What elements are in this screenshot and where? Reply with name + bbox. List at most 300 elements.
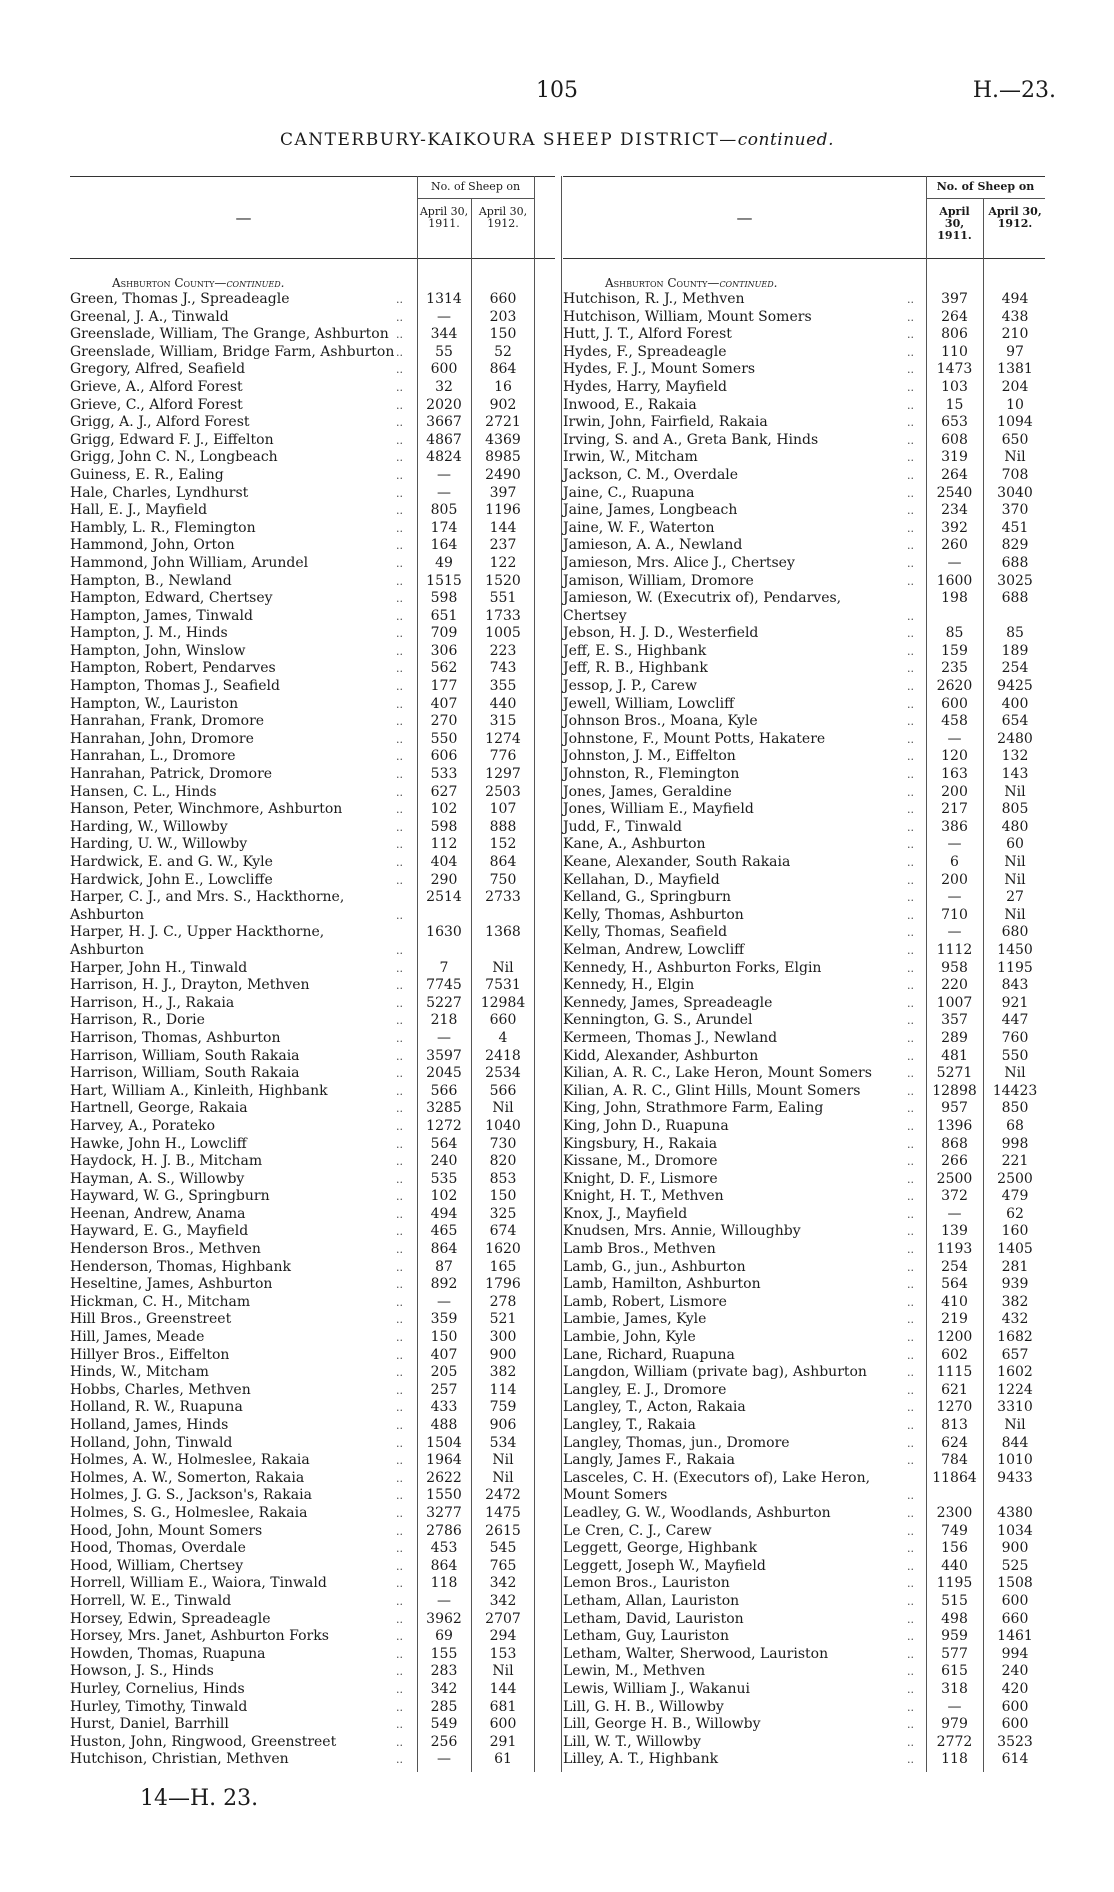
- holder-name: Johnstone, F., Mount Potts, Hakatere: [563, 730, 826, 747]
- sheep-1912-value: 750: [489, 871, 517, 888]
- holder-name: Hutchison, R. J., Methven: [563, 291, 745, 307]
- table-row: [70, 1083, 555, 1101]
- sheep-1912-value: 900: [489, 1346, 517, 1363]
- leader-dots: ..: [396, 1471, 403, 1485]
- leader-dots: ..: [396, 1436, 403, 1450]
- header-dash: —: [736, 208, 753, 227]
- sheep-1912-value: 906: [489, 1417, 517, 1433]
- table-row: [70, 1329, 555, 1347]
- sheep-1911-value: 498: [941, 1610, 968, 1627]
- sheep-1911-value: 1195: [936, 1575, 973, 1592]
- leader-dots: ..: [396, 1207, 403, 1221]
- holder-name: Hydes, F. J., Mount Somers: [563, 361, 756, 378]
- holder-name: Hydes, F., Spreadeagle: [563, 343, 727, 360]
- leader-dots: ..: [907, 1559, 914, 1573]
- leader-dots: ..: [396, 803, 403, 817]
- sheep-1912-value: 7531: [485, 977, 521, 994]
- header-1911: April 30, 1911.: [419, 205, 469, 230]
- sheep-1911-value: 118: [430, 1575, 458, 1592]
- sheep-1912-value: 864: [489, 361, 517, 378]
- table-row: [70, 819, 555, 837]
- sheep-1912-value: 107: [489, 801, 517, 818]
- sheep-1911-value: 289: [941, 1029, 968, 1046]
- sheep-1911-value: 1473: [936, 361, 973, 378]
- sheep-1911-value: 3597: [426, 1047, 462, 1064]
- table-row: [70, 995, 555, 1013]
- leader-dots: ..: [396, 961, 403, 975]
- sheep-1911-value: 440: [941, 1557, 968, 1574]
- table-row: [70, 449, 555, 467]
- holder-name: Kissane, M., Dromore: [563, 1153, 718, 1170]
- sheep-1911-value: 533: [430, 766, 458, 783]
- sheep-1912-value: 2707: [485, 1610, 521, 1627]
- leader-dots: ..: [396, 1102, 403, 1116]
- sheep-1911-value: 784: [941, 1452, 968, 1469]
- sheep-1911-value: 1600: [936, 572, 973, 589]
- leader-dots: ..: [907, 1243, 914, 1257]
- sheep-1912-value: 681: [489, 1698, 517, 1715]
- sheep-1912-value: 9433: [997, 1469, 1033, 1486]
- holder-name: Lambie, John, Kyle: [563, 1329, 696, 1346]
- table-row: [70, 467, 555, 485]
- holder-name: Greenslade, William, The Grange, Ashburton: [70, 326, 389, 343]
- table-row: [70, 801, 555, 819]
- table-row: [563, 995, 1045, 1013]
- sheep-1911-value: 156: [941, 1540, 968, 1557]
- sheep-1912-value: Nil: [492, 959, 514, 976]
- table-top-rule: [563, 176, 1045, 177]
- table-row: [563, 1435, 1045, 1453]
- sheep-1912-value: 122: [489, 554, 517, 571]
- sheep-1912-value: 1274: [485, 730, 521, 747]
- table-row: [563, 326, 1045, 344]
- leader-dots: ..: [396, 1612, 403, 1626]
- table-row: [563, 1188, 1045, 1206]
- holder-name: Kermeen, Thomas J., Newland: [563, 1029, 778, 1046]
- leader-dots: ..: [907, 856, 914, 869]
- column-divider: [561, 176, 562, 1772]
- leader-dots: ..: [396, 1331, 403, 1345]
- header-1912: April 30, 1912.: [478, 205, 528, 230]
- table-row: [70, 608, 555, 626]
- sheep-1911-value: 32: [435, 378, 453, 395]
- leader-dots: ..: [907, 1682, 914, 1696]
- leader-dots: ..: [907, 1735, 914, 1749]
- leader-dots: ..: [907, 521, 914, 535]
- holder-name: Jeff, R. B., Highbank: [563, 660, 708, 677]
- sheep-1911-value: 1396: [936, 1117, 973, 1134]
- sheep-1911-value: 102: [430, 801, 458, 818]
- sheep-1911-value: 2300: [936, 1504, 973, 1521]
- table-row: [70, 836, 555, 854]
- sheep-1912-value: 152: [489, 836, 517, 853]
- leader-dots: ..: [396, 1718, 403, 1732]
- sheep-1912-value: 240: [1001, 1663, 1029, 1680]
- holder-name: Hampton, James, Tinwald: [70, 607, 253, 624]
- leader-dots: ..: [907, 1383, 914, 1397]
- sheep-1912-value: 144: [489, 519, 517, 536]
- holder-name: Hinds, W., Mitcham: [70, 1364, 209, 1381]
- sheep-1912-value: 165: [489, 1258, 517, 1275]
- table-row: [563, 643, 1045, 661]
- holder-name: Harrison, Thomas, Ashburton: [70, 1029, 281, 1046]
- table-row: [563, 696, 1045, 714]
- sheep-1912-value: 1297: [485, 766, 521, 783]
- right-table: [563, 176, 1045, 1772]
- sheep-1912-value: Nil: [1004, 1417, 1026, 1433]
- holder-name: Holland, R. W., Ruapuna: [70, 1399, 243, 1416]
- sheep-1912-value: 68: [1006, 1117, 1024, 1134]
- sheep-1911-value: 11864: [932, 1469, 977, 1486]
- leader-dots: ..: [396, 1260, 403, 1274]
- sheep-1912-value: 708: [1001, 466, 1029, 483]
- sheep-1912-value: 1196: [485, 502, 521, 519]
- sheep-1912-value: 4369: [485, 431, 521, 448]
- holder-name: Knudsen, Mrs. Annie, Willoughby: [563, 1223, 801, 1240]
- sheep-1912-value: 674: [489, 1223, 517, 1240]
- holder-name: Hill Bros., Greenstreet: [70, 1311, 232, 1328]
- table-row: [563, 502, 1045, 520]
- leader-dots: ..: [907, 1155, 914, 1169]
- sheep-1912-value: 521: [489, 1311, 517, 1328]
- sheep-1911-value: 5271: [936, 1065, 973, 1082]
- sheep-1911-value: 433: [430, 1399, 458, 1416]
- holder-name: Holmes, A. W., Holmeslee, Rakaia: [70, 1452, 310, 1469]
- holder-name: Guiness, E. R., Ealing: [70, 466, 224, 483]
- sheep-1911-value: 2045: [426, 1065, 462, 1082]
- leader-dots: ..: [396, 1172, 403, 1186]
- sheep-1912-value: 370: [1001, 502, 1029, 519]
- holder-name: Lamb, Hamilton, Ashburton: [563, 1276, 761, 1293]
- table-row: [70, 361, 555, 379]
- table-row: [70, 1734, 555, 1752]
- sheep-1912-value: 888: [489, 818, 517, 835]
- holder-name: Harrison, William, South Rakaia: [70, 1065, 300, 1082]
- table-row: [70, 1646, 555, 1664]
- leader-dots: ..: [907, 1401, 914, 1415]
- holder-name: Knight, H. T., Methven: [563, 1188, 724, 1205]
- sheep-1912-value: 451: [1001, 519, 1029, 536]
- sheep-1912-value: 355: [489, 678, 517, 695]
- table-row: [563, 1558, 1045, 1576]
- holder-name: Hall, E. J., Mayfield: [70, 502, 208, 519]
- holder-name: Holmes, S. G., Holmeslee, Rakaia: [70, 1504, 308, 1521]
- leader-dots: ..: [396, 1577, 403, 1591]
- leader-dots: ..: [907, 715, 914, 729]
- leader-dots: ..: [907, 504, 914, 518]
- leader-dots: ..: [907, 1489, 914, 1503]
- leader-dots: ..: [396, 1383, 403, 1397]
- sheep-1912-value: Nil: [1004, 854, 1026, 870]
- sheep-1911-value: 868: [941, 1135, 968, 1152]
- leader-dots: ..: [907, 1067, 914, 1081]
- table-row: [563, 1030, 1045, 1048]
- table-row: [563, 678, 1045, 696]
- sheep-1911-value: 2540: [936, 484, 973, 501]
- leader-dots: ..: [907, 1419, 914, 1432]
- leader-dots: ..: [396, 1190, 403, 1204]
- sheep-1911-value: 120: [941, 748, 968, 765]
- header-sheep-count: No. of Sheep on: [430, 180, 521, 193]
- leader-dots: ..: [396, 380, 403, 394]
- sheep-1911-value: 959: [941, 1628, 968, 1645]
- sheep-1912-value: 12984: [480, 994, 526, 1011]
- table-row: [70, 502, 555, 520]
- holder-name: Green, Thomas J., Spreadeagle: [70, 291, 290, 307]
- holder-name: Holland, John, Tinwald: [70, 1434, 233, 1451]
- table-row: [563, 1171, 1045, 1189]
- sheep-1911-value: 1115: [936, 1364, 973, 1381]
- sheep-1911-value: 2620: [936, 678, 973, 695]
- sheep-1912-value: 843: [1001, 977, 1029, 994]
- sheep-1911-value: 465: [430, 1223, 458, 1240]
- leader-dots: ..: [396, 768, 403, 782]
- leader-dots: ..: [907, 451, 914, 465]
- sheep-1912-value: 600: [1001, 1716, 1029, 1733]
- leader-dots: ..: [907, 750, 914, 764]
- table-row: [70, 960, 555, 978]
- sheep-1912-value: Nil: [492, 1452, 514, 1469]
- sheep-1912-value: 4: [498, 1029, 508, 1046]
- holder-name: Hutchison, Christian, Methven: [70, 1751, 289, 1768]
- sheep-1912-value: 479: [1001, 1188, 1029, 1205]
- holder-name: Hammond, John William, Arundel: [70, 554, 309, 571]
- leader-dots: ..: [907, 1594, 914, 1608]
- table-row: [563, 432, 1045, 450]
- table-row: [563, 573, 1045, 591]
- leader-dots: ..: [396, 627, 403, 641]
- sheep-1912-value: Nil: [1004, 1065, 1026, 1082]
- leader-dots: ..: [396, 504, 403, 518]
- sheep-1912-value: 60: [1006, 836, 1024, 853]
- holder-name: Kelly, Thomas, Seafield: [563, 924, 728, 941]
- holder-name: Holland, James, Hinds: [70, 1417, 229, 1433]
- sheep-1912-value: 432: [1001, 1311, 1029, 1328]
- holder-name: Lemon Bros., Lauriston: [563, 1575, 730, 1592]
- table-row: [70, 748, 555, 766]
- holder-name: Lill, W. T., Willowby: [563, 1733, 701, 1750]
- table-row: [70, 1100, 555, 1118]
- leader-dots: ..: [396, 328, 403, 342]
- table-row: [70, 1751, 555, 1769]
- table-row: [563, 942, 1045, 960]
- table-row: [563, 467, 1045, 485]
- holder-name: Greenslade, William, Bridge Farm, Ashburton: [70, 343, 395, 360]
- leader-dots: ..: [396, 1067, 403, 1081]
- table-row: [70, 432, 555, 450]
- table-row: [563, 766, 1045, 784]
- sheep-1912-value: 600: [1001, 1698, 1029, 1715]
- holder-name: Hampton, Robert, Pendarves: [70, 660, 276, 677]
- table-row: [563, 1083, 1045, 1101]
- holder-name: Johnston, J. M., Eiffelton: [563, 748, 736, 765]
- holder-name: Hampton, John, Winslow: [70, 642, 246, 659]
- holder-name: Grieve, A., Alford Forest: [70, 378, 243, 395]
- table-row: [563, 889, 1045, 907]
- holder-name: Hale, Charles, Lyndhurst: [70, 484, 249, 501]
- leader-dots: ..: [396, 785, 403, 799]
- table-row: [563, 784, 1045, 802]
- table-row: [563, 625, 1045, 643]
- holder-name: Knight, D. F., Lismore: [563, 1170, 718, 1187]
- table-row: [70, 1681, 555, 1699]
- sheep-1911-value: 813: [941, 1417, 968, 1433]
- holder-name: Johnson Bros., Moana, Kyle: [563, 713, 758, 730]
- table-body: [563, 276, 1045, 1769]
- table-row: [563, 309, 1045, 327]
- holder-name: Hickman, C. H., Mitcham: [70, 1293, 251, 1310]
- holder-name: Lill, George H. B., Willowby: [563, 1716, 761, 1733]
- holder-name: Hampton, Thomas J., Seafield: [70, 678, 280, 695]
- sheep-1911-value: 285: [430, 1698, 458, 1715]
- holder-name: Jamieson, Mrs. Alice J., Chertsey: [563, 554, 795, 571]
- leader-dots: ..: [907, 996, 914, 1010]
- sheep-1912-value: 566: [489, 1082, 517, 1099]
- sheep-1912-value: 291: [489, 1733, 517, 1750]
- sheep-1911-value: 710: [941, 906, 968, 923]
- table-row: [70, 696, 555, 714]
- leader-dots: ..: [396, 1594, 403, 1608]
- holder-name: Haydock, H. J. B., Mitcham: [70, 1153, 263, 1170]
- leader-dots: ..: [907, 1577, 914, 1591]
- sheep-1911-value: 864: [430, 1241, 458, 1258]
- holder-name: Horsey, Edwin, Spreadeagle: [70, 1610, 271, 1627]
- table-row: [563, 1347, 1045, 1365]
- leader-dots: ..: [907, 1014, 914, 1028]
- sheep-1911-value: —: [437, 484, 451, 501]
- sheep-1912-value: 294: [489, 1628, 517, 1645]
- sheep-1911-value: 404: [430, 854, 458, 870]
- holder-name: Horrell, W. E., Tinwald: [70, 1592, 232, 1609]
- sheep-1912-value: 9425: [997, 678, 1033, 695]
- table-header-rule: [563, 258, 1045, 259]
- sheep-1911-value: 110: [941, 343, 968, 360]
- holder-name: Harper, C. J., and Mrs. S., Hackthorne, Ashburton: [70, 889, 345, 923]
- sheep-1911-value: 270: [430, 713, 458, 730]
- leader-dots: ..: [907, 1260, 914, 1274]
- holder-name: Jones, William E., Mayfield: [563, 801, 754, 818]
- sheep-1912-value: 844: [1001, 1434, 1029, 1451]
- leader-dots: ..: [396, 1753, 403, 1767]
- leader-dots: ..: [396, 1700, 403, 1714]
- sheep-1912-value: 203: [489, 308, 517, 325]
- leader-dots: ..: [907, 486, 914, 500]
- sheep-1911-value: 139: [941, 1223, 968, 1240]
- leader-dots: ..: [907, 1049, 914, 1063]
- table-row: [563, 1118, 1045, 1136]
- table-row: [563, 960, 1045, 978]
- sheep-1911-value: 118: [941, 1751, 968, 1768]
- sheep-1911-value: 174: [430, 519, 458, 536]
- table-row: [70, 660, 555, 678]
- table-row: [70, 326, 555, 344]
- sheep-1911-value: 6: [950, 854, 959, 870]
- sheep-1911-value: —: [947, 1205, 962, 1222]
- sheep-1912-value: 325: [489, 1205, 517, 1222]
- leader-dots: ..: [907, 1225, 914, 1239]
- sheep-1912-value: 525: [1001, 1557, 1029, 1574]
- leader-dots: ..: [396, 680, 403, 694]
- table-row: [70, 625, 555, 643]
- sheep-1912-value: 14423: [992, 1082, 1038, 1099]
- table-row: [563, 1311, 1045, 1329]
- sheep-1912-value: 864: [489, 854, 517, 870]
- holder-name: Leggett, George, Highbank: [563, 1540, 758, 1557]
- sheep-1912-value: 998: [1001, 1135, 1029, 1152]
- table-row: [563, 1523, 1045, 1541]
- leader-dots: ..: [907, 328, 914, 342]
- table-row: [70, 1399, 555, 1417]
- sheep-1912-value: 210: [1001, 326, 1029, 343]
- table-row: [70, 309, 555, 327]
- holder-name: Hampton, Edward, Chertsey: [70, 590, 273, 607]
- table-row: [563, 520, 1045, 538]
- holder-name: Grigg, Edward F. J., Eiffelton: [70, 431, 274, 448]
- leader-dots: ..: [907, 803, 914, 817]
- leader-dots: ..: [396, 1630, 403, 1644]
- table-row: [70, 766, 555, 784]
- table-row: [563, 1100, 1045, 1118]
- table-row: [563, 1611, 1045, 1629]
- holder-name: Holmes, A. W., Somerton, Rakaia: [70, 1469, 305, 1486]
- table-row: [563, 1065, 1045, 1083]
- holder-name: Hardwick, John E., Lowcliffe: [70, 871, 273, 888]
- table-row: [70, 1505, 555, 1523]
- leader-dots: ..: [907, 574, 914, 588]
- holder-name: Hart, William A., Kinleith, Highbank: [70, 1082, 328, 1099]
- leader-dots: ..: [907, 662, 914, 676]
- table-row: [70, 977, 555, 995]
- table-row: [563, 1663, 1045, 1681]
- sheep-1912-value: 153: [489, 1645, 517, 1662]
- leader-dots: ..: [396, 1735, 403, 1749]
- holder-name: Harding, U. W., Willowby: [70, 836, 248, 853]
- sheep-1911-value: 1007: [936, 994, 973, 1011]
- left-table: [70, 176, 555, 1772]
- sheep-1912-value: 10: [1006, 396, 1024, 413]
- sheep-1911-value: 150: [430, 1329, 458, 1346]
- sheep-1912-value: 1010: [997, 1452, 1033, 1469]
- sheep-1912-value: 900: [1001, 1540, 1029, 1557]
- leader-dots: ..: [907, 768, 914, 782]
- holder-name: Letham, Allan, Lauriston: [563, 1592, 740, 1609]
- table-row: [563, 1241, 1045, 1259]
- table-row: [70, 414, 555, 432]
- table-row: [563, 801, 1045, 819]
- sheep-1912-value: 902: [489, 396, 517, 413]
- sheep-1911-value: 87: [435, 1258, 453, 1275]
- leader-dots: ..: [396, 345, 403, 359]
- sheep-1912-value: 853: [489, 1170, 517, 1187]
- header-dash: —: [235, 208, 252, 227]
- sheep-1911-value: 1964: [426, 1452, 462, 1469]
- sheep-1912-value: 1508: [997, 1575, 1033, 1592]
- sheep-1911-value: 709: [430, 625, 458, 642]
- sheep-1911-value: 564: [941, 1276, 968, 1293]
- table-row: [70, 713, 555, 731]
- sheep-1911-value: 1515: [426, 572, 462, 589]
- sheep-1912-value: 254: [1001, 660, 1029, 677]
- holder-name: Jaine, W. F., Waterton: [563, 519, 715, 536]
- sheep-1911-value: 805: [430, 502, 458, 519]
- page-number: 105: [536, 78, 578, 103]
- sheep-1912-value: 1005: [485, 625, 521, 642]
- holder-name: Holmes, J. G. S., Jackson's, Rakaia: [70, 1487, 312, 1504]
- sheep-1912-value: 144: [489, 1680, 517, 1697]
- sheep-1912-value: 600: [489, 1716, 517, 1733]
- sheep-1912-value: 143: [1001, 766, 1029, 783]
- holder-name: Jackson, C. M., Overdale: [563, 466, 739, 483]
